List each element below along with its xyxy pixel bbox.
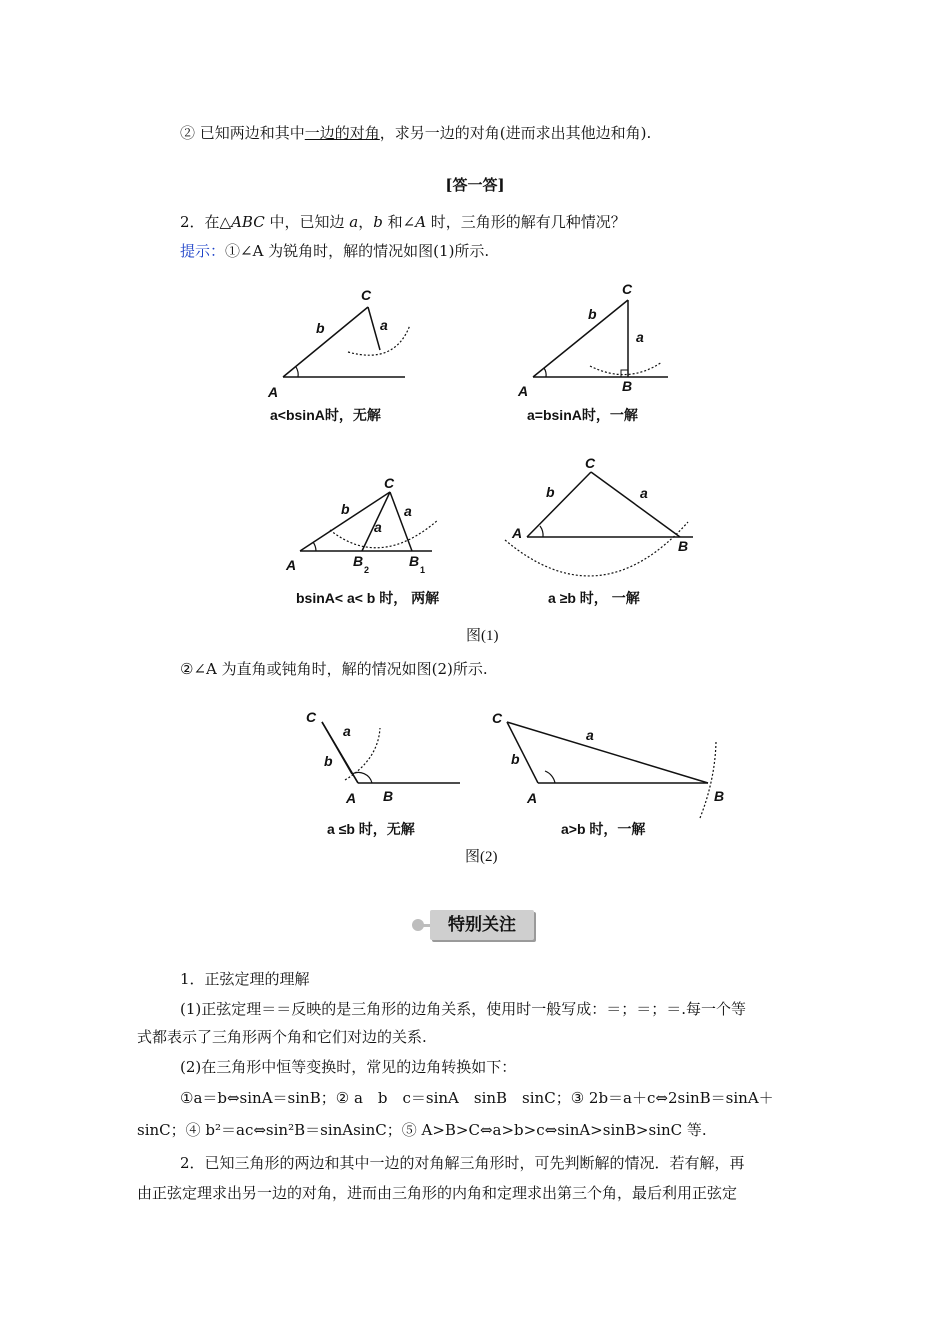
fig2-caption-1: a ≤b 时，无解 bbox=[327, 821, 415, 837]
fig1a-label-b: b bbox=[316, 320, 325, 336]
fig1a-label-C: C bbox=[361, 287, 372, 303]
figure-1 bbox=[0, 270, 950, 650]
fig2a-label-B: B bbox=[383, 788, 394, 804]
fig1c-label-C: C bbox=[384, 475, 395, 491]
hint-line bbox=[180, 241, 489, 261]
fig1b-label-a: a bbox=[636, 329, 644, 345]
fig1b-label-B: B bbox=[622, 378, 633, 394]
fig1b-label-C: C bbox=[622, 281, 633, 297]
section-1-title: 1．正弦定理的理解 bbox=[180, 970, 310, 988]
fig1c-sub-2: 2 bbox=[364, 565, 370, 575]
badge-bullet-icon bbox=[412, 919, 424, 931]
hint-text: ①∠A 为锐角时，解的情况如图(1)所示. bbox=[225, 242, 490, 260]
para-5: 2．已知三角形的两边和其中一边的对角解三角形时，可先判断解的情况．若有解，再 bbox=[180, 1154, 745, 1172]
fig1-a-ge-b bbox=[505, 455, 693, 607]
hint-label: 提示： bbox=[180, 242, 226, 260]
qa-heading: [答一答] bbox=[445, 176, 505, 194]
fig2b-label-C: C bbox=[492, 710, 503, 726]
para-2: (2)在三角形中恒等变换时，常见的边角转换如下： bbox=[180, 1058, 517, 1076]
para-6: 由正弦定理求出另一边的对角，进而由三角形的内角和定理求出第三个角，最后利用正弦定 bbox=[137, 1184, 738, 1202]
q-abc: ABC bbox=[231, 213, 265, 231]
fig1c-label-B1: B bbox=[409, 553, 420, 569]
figure-2 bbox=[0, 700, 950, 870]
fig2b-label-A: A bbox=[527, 790, 538, 806]
fig1d-label-b: b bbox=[546, 484, 555, 500]
para-1b: 式都表示了三角形两个角和它们对边的关系. bbox=[137, 1028, 427, 1046]
fig2a-label-C: C bbox=[306, 709, 317, 725]
special-attention-badge: 特别关注 bbox=[430, 910, 534, 940]
fig2-one-solution bbox=[492, 710, 724, 838]
question-line bbox=[180, 212, 626, 232]
fig2b-label-b: b bbox=[511, 751, 520, 767]
q-A: A bbox=[415, 213, 427, 231]
case-two-line: ②∠A 为直角或钝角时，解的情况如图(2)所示. bbox=[180, 660, 488, 678]
fig1c-label-b: b bbox=[341, 501, 350, 517]
fig1-right-angle bbox=[517, 281, 668, 424]
fig1b-label-b: b bbox=[588, 306, 597, 322]
fig1c-label-B2: B bbox=[353, 553, 364, 569]
q-sep: ， bbox=[358, 213, 374, 231]
line1-underlined: 一边的对角 bbox=[304, 124, 380, 142]
fig1c-label-A: A bbox=[286, 557, 297, 573]
fig1-caption-1: a<bsinA时，无解 bbox=[270, 407, 381, 423]
q-r3: 时，三角形的解有几种情况？ bbox=[426, 213, 626, 231]
q-b: b bbox=[373, 213, 383, 231]
q-r2: 和∠ bbox=[382, 213, 416, 231]
q-r1: 中，已知边 bbox=[264, 213, 350, 231]
para-1a: (1)正弦定理＝＝反映的是三角形的边角关系，使用时一般写成：＝；＝；＝.每一个等 bbox=[180, 1000, 747, 1018]
para-4: sinC；④ b²＝ac⇔sin²B＝sinAsinC；⑤ A>B>C⇔a>b>c⇔sinA>sinB>sinC 等. bbox=[137, 1121, 707, 1139]
fig2-caption-2: a>b 时，一解 bbox=[561, 821, 646, 837]
fig1b-label-A: A bbox=[518, 383, 529, 399]
q-a: a bbox=[349, 213, 359, 231]
fig1d-label-A: A bbox=[512, 525, 523, 541]
fig1a-label-A: A bbox=[268, 384, 279, 400]
fig1c-sub-1: 1 bbox=[420, 565, 426, 575]
q-num: 2．在△ bbox=[180, 213, 232, 231]
fig2b-label-B: B bbox=[714, 788, 725, 804]
fig1c-label-a-inner: a bbox=[374, 519, 382, 535]
para-3: ①a＝b⇔sinA＝sinB；② a b c＝sinA sinB sinC；③ 2b＝a＋c⇔2sinB＝sinA＋ bbox=[180, 1089, 774, 1107]
fig2-title: 图(2) bbox=[465, 849, 498, 865]
fig2a-label-b: b bbox=[324, 753, 333, 769]
fig1d-label-a: a bbox=[640, 485, 648, 501]
fig1-caption-2: a=bsinA时，一解 bbox=[527, 407, 638, 423]
fig1a-label-a: a bbox=[380, 317, 388, 333]
fig1d-label-B: B bbox=[678, 538, 689, 554]
fig1-caption-4: a ≥b 时， 一解 bbox=[548, 590, 640, 606]
fig1c-label-a-outer: a bbox=[404, 503, 412, 519]
fig2a-label-a: a bbox=[343, 723, 351, 739]
fig2b-label-a: a bbox=[586, 727, 594, 743]
fig1d-label-C: C bbox=[585, 455, 596, 471]
fig1-title: 图(1) bbox=[466, 628, 499, 644]
line1-rest: ，求另一边的对角(进而求出其他边和角). bbox=[379, 124, 652, 142]
fig2-no-solution bbox=[306, 709, 460, 838]
fig2a-label-A: A bbox=[346, 790, 357, 806]
fig1-two-solutions bbox=[285, 475, 440, 607]
case-two-sides-line bbox=[180, 123, 651, 143]
line1-text: ② 已知两边和其中 bbox=[180, 124, 305, 142]
fig1-caption-3: bsinA< a< b 时， 两解 bbox=[296, 590, 440, 606]
fig1-no-solution bbox=[267, 287, 410, 424]
